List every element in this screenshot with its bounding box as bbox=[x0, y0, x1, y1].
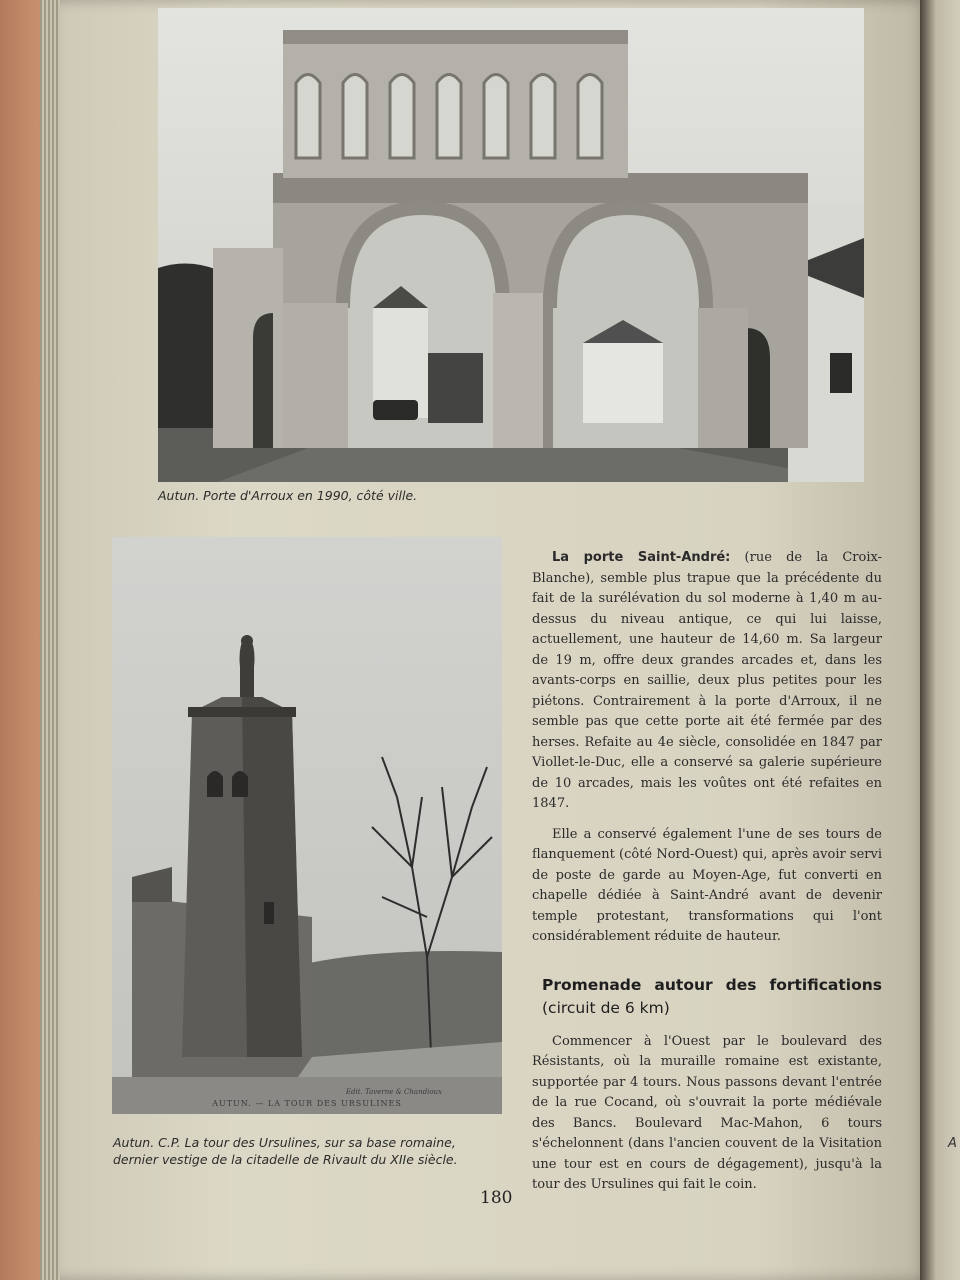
caption-tour-ursulines: Autun. C.P. La tour des Ursulines, sur sa base romaine, dernier vestige de la citadelle de Rivault du XIIe siècle. bbox=[113, 1135, 458, 1167]
section-title-suffix: (circuit de 6 km) bbox=[542, 998, 670, 1017]
photo-porte-arroux bbox=[158, 8, 864, 482]
caption-porte-arroux: Autun. Porte d'Arroux en 1990, côté ville. bbox=[158, 488, 418, 503]
section-heading bbox=[542, 974, 882, 1020]
paragraph-lead-title: La porte Saint-André: bbox=[552, 550, 731, 565]
photo-tour-ursulines bbox=[112, 537, 502, 1114]
page-number: 180 bbox=[480, 1188, 513, 1208]
paragraph-tour-flanquement: Elle a conservé également l'une de ses tours de flanquement (côté Nord-Ouest) qui, après avoir servi de poste de garde au Moyen-Age, fut converti en chapelle dédiée à Saint-André avant de devenir temple protestant, transformations qui l'ont considérablement réduite de hauteur. bbox=[532, 826, 882, 944]
facing-page-edge bbox=[920, 0, 960, 1280]
tour-ursulines-image bbox=[112, 537, 502, 1114]
paragraph-promenade: Commencer à l'Ouest par le boulevard des Résistants, où la muraille romaine est existante, supportée par 4 tours. Nous passons devant l'entrée de la rue Cocand, où s'ouvrait la porte médiévale des Bancs. Boulevard Mac-Mahon, 6 tours s'échelonnent (dans l'ancien couvent de la Visitation une tour est en cours de dégagement), jusqu'à la tour des Ursulines qui fait le coin. bbox=[532, 1033, 882, 1192]
postcard-publisher: Edit. Taverne & Chandioux bbox=[345, 1088, 442, 1096]
facing-page-caption-fragment: A bbox=[948, 1136, 957, 1151]
paragraph-porte-saint-andre bbox=[532, 548, 882, 815]
paragraph-body: (rue de la Croix-Blanche), semble plus trapue que la précédente du fait de la surélévation du sol moderne à 1,40 m au-dessus du niveau antique, ce qui lui laisse, actuellement, une hauteur de 14,60 m. Sa largeur de 19 m, offre deux grandes arcades et, dans les avants-corps en saillie, deux plus petites pour les piétons. Contrairement à la porte d'Arroux, il ne semble pas que cette porte ait été fermée par des herses. Refaite au 4e siècle, consolidée en 1847 par Viollet-le-Duc, elle a conservé sa galerie supérieure de 10 arcades, mais les voûtes ont été refaites en 1847. bbox=[532, 550, 882, 811]
section-title: Promenade autour des fortifications bbox=[542, 975, 882, 994]
porte-arroux-image bbox=[158, 8, 864, 482]
postcard-legend: AUTUN. — LA TOUR DES URSULINES bbox=[212, 1099, 402, 1108]
article-text bbox=[532, 548, 882, 1206]
